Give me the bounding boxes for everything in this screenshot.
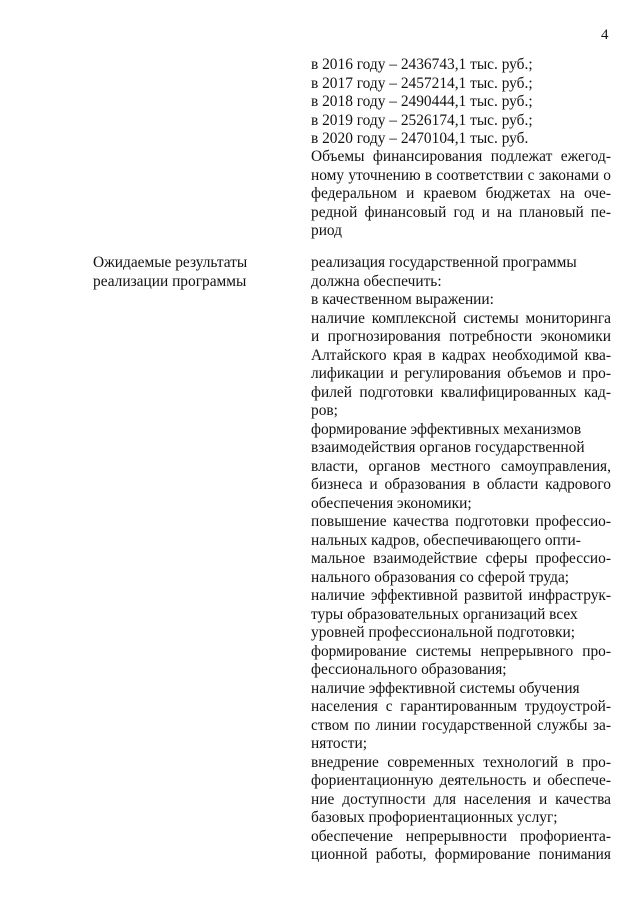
results-line: формирование эффективных механизмов [311, 420, 582, 438]
results-line: наличие комплексной системы мониторинга [311, 309, 611, 327]
results-line: в качественном выражении: [311, 291, 494, 308]
results-line: населения с гарантированным трудоустрой- [311, 698, 611, 715]
results-line: власти, органов местного самоуправления, [311, 457, 611, 475]
funding-year-2018: в 2018 году – 2490444,1 тыс. руб.; [311, 93, 533, 110]
results-line: и прогнозирования потребности экономики [311, 328, 611, 345]
results-line: фориентационную деятельность и обеспече- [311, 772, 611, 789]
results-label-line: Ожидаемые результаты [93, 254, 248, 271]
page-number: 4 [601, 27, 609, 43]
results-line: наличие эффективной системы обучения [311, 679, 580, 697]
results-line: уровней профессиональной подготовки; [311, 624, 576, 641]
funding-note-line: федеральном и краевом бюджетах на оче- [311, 185, 611, 202]
results-line: Алтайского края в кадрах необходимой ква- [311, 346, 611, 364]
results-line: ров; [311, 402, 338, 419]
results-line: филей подготовки квалифицированных кад- [311, 383, 611, 401]
funding-year-2020: в 2020 году – 2470104,1 тыс. руб. [311, 130, 529, 147]
results-line: взаимодействия органов государственной [311, 439, 585, 456]
results-label-line: реализации программы [93, 272, 247, 290]
results-line: туры образовательных организаций всех [311, 605, 578, 623]
results-line: мальное взаимодействие сферы профессио- [311, 550, 611, 567]
funding-year-2017: в 2017 году – 2457214,1 тыс. руб.; [311, 74, 533, 92]
results-line: обеспечение непрерывности профориента- [311, 827, 611, 845]
results-line: ние доступности для населения и качества [311, 790, 611, 808]
results-line: нятости; [311, 735, 367, 752]
results-line: фессионального образования; [311, 661, 507, 678]
results-line: ством по линии государственной службы за- [311, 716, 611, 734]
results-line: должна обеспечить: [311, 272, 442, 290]
results-line: лификации и регулирования объемов и про- [311, 365, 611, 382]
results-line: наличие эффективной развитой инфраструк- [311, 587, 611, 604]
funding-note-line: ному уточнению в соответствии с законами о [311, 166, 611, 184]
results-line: формирование системы непрерывного про- [311, 642, 611, 660]
results-line: нальных кадров, обеспечивающего опти- [311, 531, 581, 549]
results-line: реализация государственной программы [311, 254, 577, 271]
results-line: ционной работы, формирование понимания [311, 846, 611, 863]
results-line: внедрение современных технологий в про- [311, 753, 611, 771]
results-line: повышение качества подготовки профессио- [311, 513, 611, 530]
results-line: бизнеса и образования в области кадрового [311, 476, 611, 493]
funding-year-2019: в 2019 году – 2526174,1 тыс. руб.; [311, 111, 533, 129]
funding-note-line: редной финансовый год и на плановый пе- [311, 203, 611, 221]
funding-note-line: риод [311, 222, 343, 239]
funding-note-line: Объемы финансирования подлежат ежегод- [311, 148, 611, 165]
results-line: обеспечения экономики; [311, 494, 472, 512]
results-line: нального образования со сферой труда; [311, 568, 570, 586]
results-line: базовых профориентационных услуг; [311, 809, 558, 826]
funding-year-2016: в 2016 году – 2436743,1 тыс. руб.; [311, 56, 533, 73]
